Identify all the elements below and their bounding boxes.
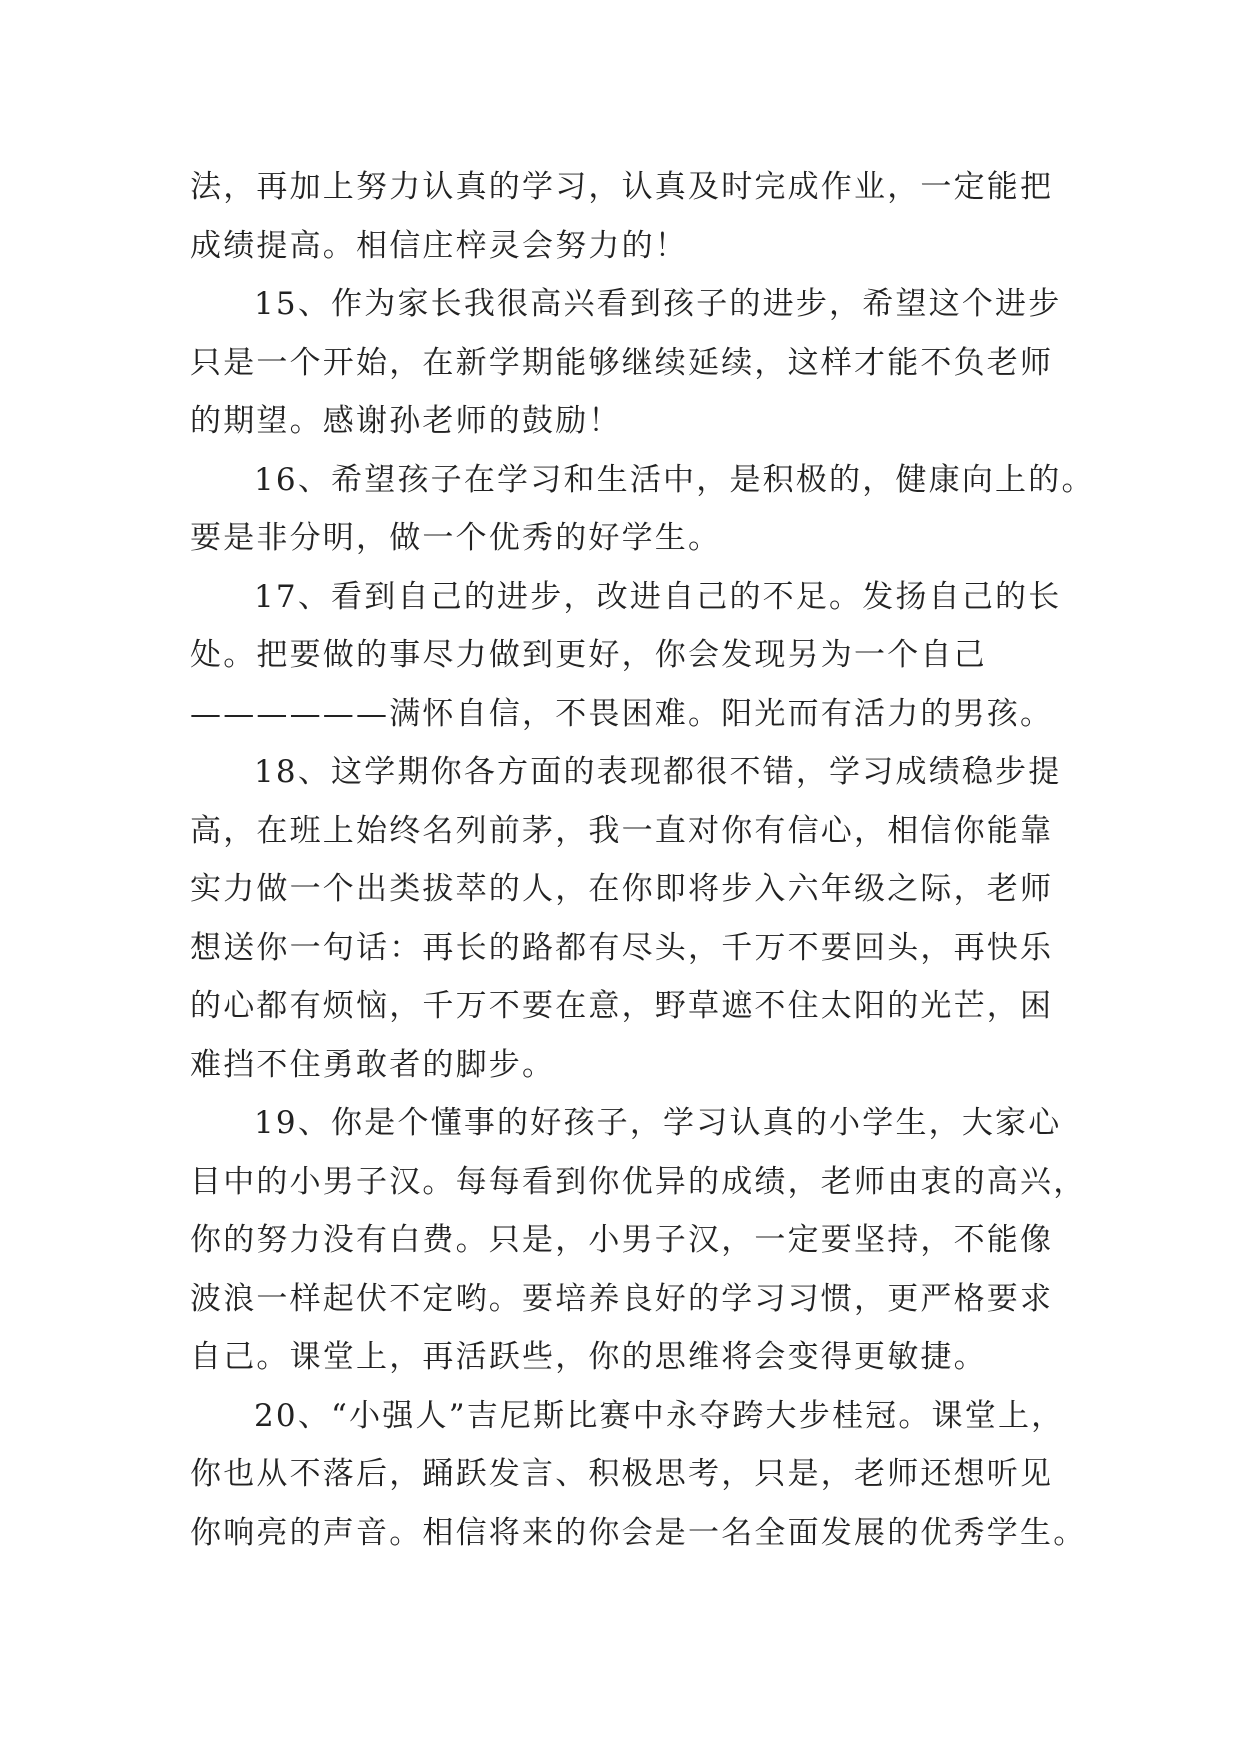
paragraph-20-start: 20、“小强人”吉尼斯比赛中永夺跨大步桂冠。课堂上， <box>254 1397 1065 1434</box>
text-line: ——————满怀自信，不畏困难。阳光而有活力的男孩。 <box>190 695 1054 732</box>
text-line: 难挡不住勇敢者的脚步。 <box>190 1046 556 1083</box>
text-line: 自己。课堂上，再活跃些，你的思维将会变得更敏捷。 <box>190 1339 987 1375</box>
text-line: 只是一个开始，在新学期能够继续延续，这样才能不负老师 <box>190 344 1054 381</box>
paragraph-16-start: 16、希望孩子在学习和生活中，是积极的，健康向上的。 <box>254 461 1095 498</box>
text-line: 你的努力没有白费。只是，小男子汉，一定要坚持，不能像 <box>190 1222 1054 1258</box>
text-line: 法，再加上努力认真的学习，认真及时完成作业，一定能把 <box>190 169 1054 205</box>
text-line: 想送你一句话：再长的路都有尽头，千万不要回头，再快乐 <box>190 929 1054 966</box>
text-line: 的心都有烦恼，千万不要在意，野草遮不住太阳的光芒，困 <box>190 988 1054 1024</box>
text-line: 高，在班上始终名列前茅，我一直对你有信心，相信你能靠 <box>190 812 1054 849</box>
text-line: 波浪一样起伏不定哟。要培养良好的学习习惯，更严格要求 <box>190 1280 1054 1317</box>
text-line: 目中的小男子汉。每每看到你优异的成绩，老师由衷的高兴， <box>190 1163 1087 1200</box>
paragraph-18-start: 18、这学期你各方面的表现都很不错，学习成绩稳步提 <box>254 754 1062 790</box>
document-body <box>190 158 1095 1562</box>
text-line: 你也从不落后，踊跃发言、积极思考，只是，老师还想听见 <box>190 1456 1054 1492</box>
paragraph-19-start: 19、你是个懂事的好孩子，学习认真的小学生，大家心 <box>254 1105 1062 1141</box>
paragraph-17-start: 17、看到自己的进步，改进自己的不足。发扬自己的长 <box>254 578 1062 615</box>
text-line: 的期望。感谢孙老师的鼓励！ <box>190 403 622 439</box>
paragraph-15-start: 15、作为家长我很高兴看到孩子的进步，希望这个进步 <box>254 286 1062 322</box>
text-line: 实力做一个出类拔萃的人，在你即将步入六年级之际，老师 <box>190 871 1054 907</box>
text-line: 处。把要做的事尽力做到更好，你会发现另为一个自己 <box>190 637 987 673</box>
text-line: 成绩提高。相信庄梓灵会努力的！ <box>190 227 688 264</box>
text-line: 你响亮的声音。相信将来的你会是一名全面发展的优秀学生。 <box>190 1514 1087 1551</box>
text-line: 要是非分明，做一个优秀的好学生。 <box>190 520 722 556</box>
